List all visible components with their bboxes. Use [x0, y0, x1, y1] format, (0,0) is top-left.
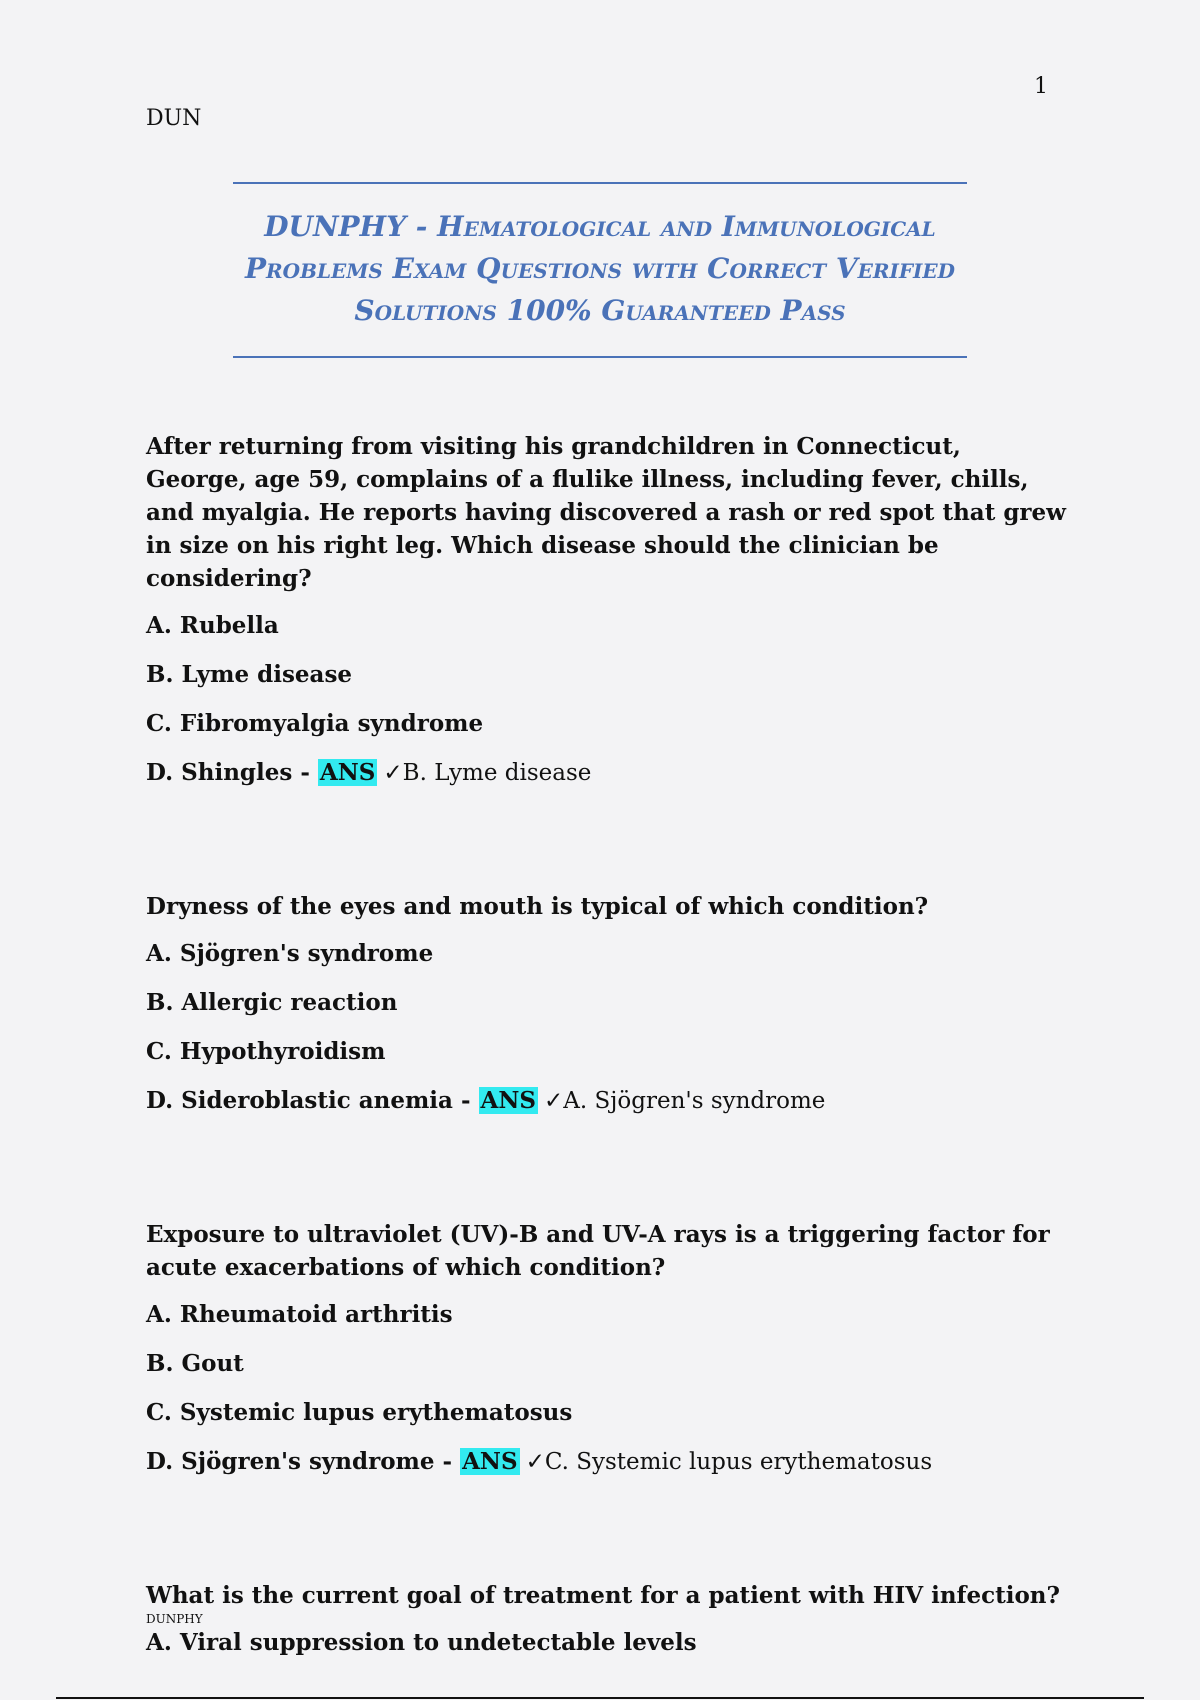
option-d-with-answer	[146, 1445, 1066, 1479]
option-b: B. Lyme disease	[146, 661, 353, 688]
question-list	[146, 430, 1066, 1675]
option-a: A. Sjögren's syndrome	[146, 940, 434, 967]
option-a: A. Rheumatoid arthritis	[146, 1301, 453, 1328]
option-a: A. Viral suppression to undetectable levels	[146, 1629, 697, 1656]
option-a: A. Rubella	[146, 612, 279, 639]
option-c: C. Fibromyalgia syndrome	[146, 710, 484, 737]
option-d-with-answer	[146, 1084, 1066, 1118]
question-1	[146, 430, 1066, 790]
option-c: C. Systemic lupus erythematosus	[146, 1399, 573, 1426]
question-stem: Exposure to ultraviolet (UV)-B and UV-A rays is a triggering factor for acute exacerbations of which condition?	[146, 1221, 1050, 1281]
question-2	[146, 890, 1066, 1118]
question-stem: What is the current goal of treatment for a patient with HIV infection?	[146, 1582, 1060, 1609]
ans-highlight: ANS	[462, 1448, 518, 1475]
correct-answer: B. Lyme disease	[402, 760, 592, 786]
checkmark-icon: ✓	[383, 760, 403, 786]
question-3	[146, 1218, 1066, 1479]
option-d: D. Sjögren's syndrome -	[146, 1448, 461, 1475]
question-4	[146, 1579, 1066, 1660]
question-stem: After returning from visiting his grandchildren in Connecticut, George, age 59, complains of a flulike illness, including fever, chills, and myalgia. He reports having discovered a rash or red spot that grew in size on his right leg. Which disease should the clinician be considering?	[146, 433, 1066, 592]
checkmark-icon: ✓	[525, 1449, 545, 1475]
footer-divider	[56, 1697, 1144, 1699]
ans-highlight: ANS	[319, 759, 376, 786]
option-b: B. Allergic reaction	[146, 989, 398, 1016]
correct-answer: A. Sjögren's syndrome	[563, 1088, 826, 1114]
option-d: D. Shingles -	[146, 759, 318, 786]
ans-highlight: ANS	[480, 1087, 536, 1114]
running-footer: DUNPHY	[146, 1612, 203, 1626]
question-stem: Dryness of the eyes and mouth is typical of which condition?	[146, 893, 929, 920]
correct-answer: C. Systemic lupus erythematosus	[544, 1449, 933, 1475]
running-header: DUN	[146, 106, 202, 131]
page-number: 1	[1034, 74, 1048, 99]
checkmark-icon: ✓	[544, 1088, 564, 1114]
option-c: C. Hypothyroidism	[146, 1038, 386, 1065]
option-d-with-answer	[146, 756, 1066, 790]
title-block	[233, 182, 967, 358]
document-title: DUNPHY - Hematological and Immunological Problems Exam Questions with Correct Verified Solutions 100% Guaranteed Pass	[244, 210, 955, 327]
option-d: D. Sideroblastic anemia -	[146, 1087, 479, 1114]
option-b: B. Gout	[146, 1350, 244, 1377]
